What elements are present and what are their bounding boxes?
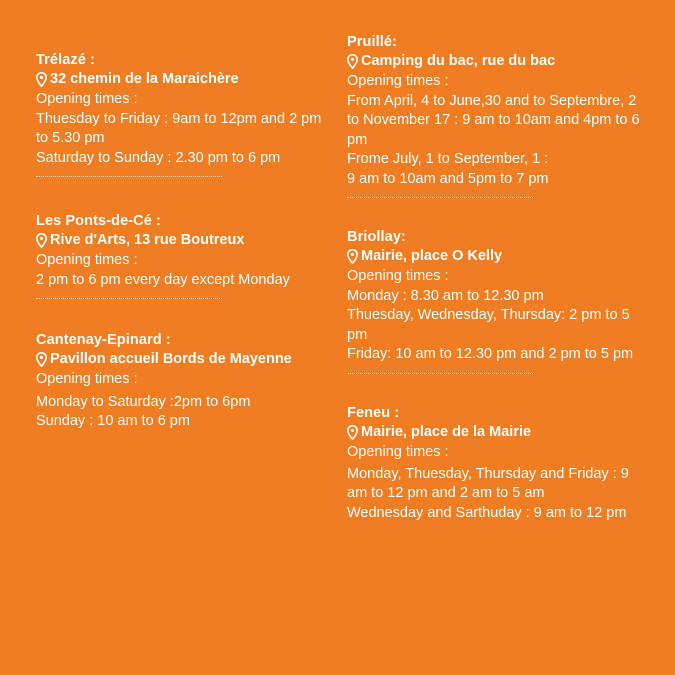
place-name: Briollay:: [347, 229, 406, 245]
address-text: Rive d'Arts, 13 rue Boutreux: [50, 232, 245, 248]
address-text: Pavillon accueil Bords de Mayenne: [50, 351, 292, 367]
hours-line: Monday, Thuesday, Thursday and Friday : 9 am to 12 pm and 2 am to 5 am: [347, 465, 629, 501]
opening-times-label: Opening times :: [347, 268, 449, 284]
hours-line: Thuesday to Friday : 9am to 12pm and 2 pm to 5.30 pm: [36, 110, 322, 146]
address: [347, 247, 647, 266]
place-name: Pruillé:: [347, 34, 397, 50]
hours-line: Frome July, 1 to September, 1 :: [347, 151, 549, 167]
location-trelaze: [36, 51, 332, 177]
address: [36, 70, 332, 89]
separator: [348, 373, 533, 374]
opening-times-label: Opening times :: [36, 371, 138, 387]
location-cantenay-epinard: [36, 331, 332, 432]
hours-line: Saturday to Sunday : 2.30 pm to 6 pm: [36, 149, 281, 166]
address-text: Mairie, place O Kelly: [361, 248, 503, 264]
place-name: Feneu :: [347, 405, 400, 421]
location-feneu: [347, 404, 647, 523]
map-pin-icon: [347, 425, 358, 440]
separator: [36, 176, 222, 177]
opening-times-label: Opening times :: [36, 91, 138, 107]
map-pin-icon: [36, 72, 47, 87]
hours-line: From April, 4 to June,30 and to Septembre, 2 to November 17 : 9 am to 10am and 4pm to 6 pm: [347, 92, 640, 148]
place-name: Trélazé :: [36, 52, 95, 68]
hours-line-text: Friday: 10 am to 12.30 pm and 2 pm to 5 pm: [347, 346, 634, 362]
map-pin-icon: [347, 54, 358, 69]
address: [347, 423, 647, 442]
address-text: Mairie, place de la Mairie: [361, 424, 532, 440]
address: [347, 52, 647, 71]
location-pruille: [347, 33, 647, 198]
hours-line: 9 am to 10am and 5pm to 7 pm: [347, 170, 549, 187]
hours-line: Thuesday, Wednesday, Thursday: 2 pm to 5 pm: [347, 307, 630, 343]
address: [36, 231, 332, 250]
place-name: Les Ponts-de-Cé :: [36, 213, 161, 229]
place-name: Cantenay-Epinard :: [36, 332, 171, 348]
map-pin-icon: [36, 352, 47, 367]
hours-line: Sunday : 10 am to 6 pm: [36, 413, 190, 429]
separator: [36, 298, 222, 299]
map-pin-icon: [347, 249, 358, 264]
separator: [347, 197, 533, 198]
opening-times-label: Opening times :: [36, 252, 138, 268]
opening-times-label: Opening times :: [347, 444, 449, 460]
hours-line: 2 pm to 6 pm every day except Monday: [36, 271, 290, 288]
hours-line: Monday to Saturday :2pm to 6pm: [36, 393, 251, 410]
location-briollay: [347, 228, 647, 384]
address: [36, 350, 332, 369]
map-pin-icon: [36, 233, 47, 248]
hours-line: Wednesday and Sarthuday : 9 am to 12 pm: [347, 504, 627, 521]
address-text: 32 chemin de la Maraichère: [50, 71, 239, 87]
address-text: Camping du bac, rue du bac: [361, 53, 556, 69]
hours-line: Monday : 8.30 am to 12.30 pm: [347, 287, 544, 304]
hours-line: [347, 345, 647, 384]
opening-times-label: Opening times :: [347, 73, 449, 89]
location-les-ponts-de-ce: [36, 212, 332, 299]
